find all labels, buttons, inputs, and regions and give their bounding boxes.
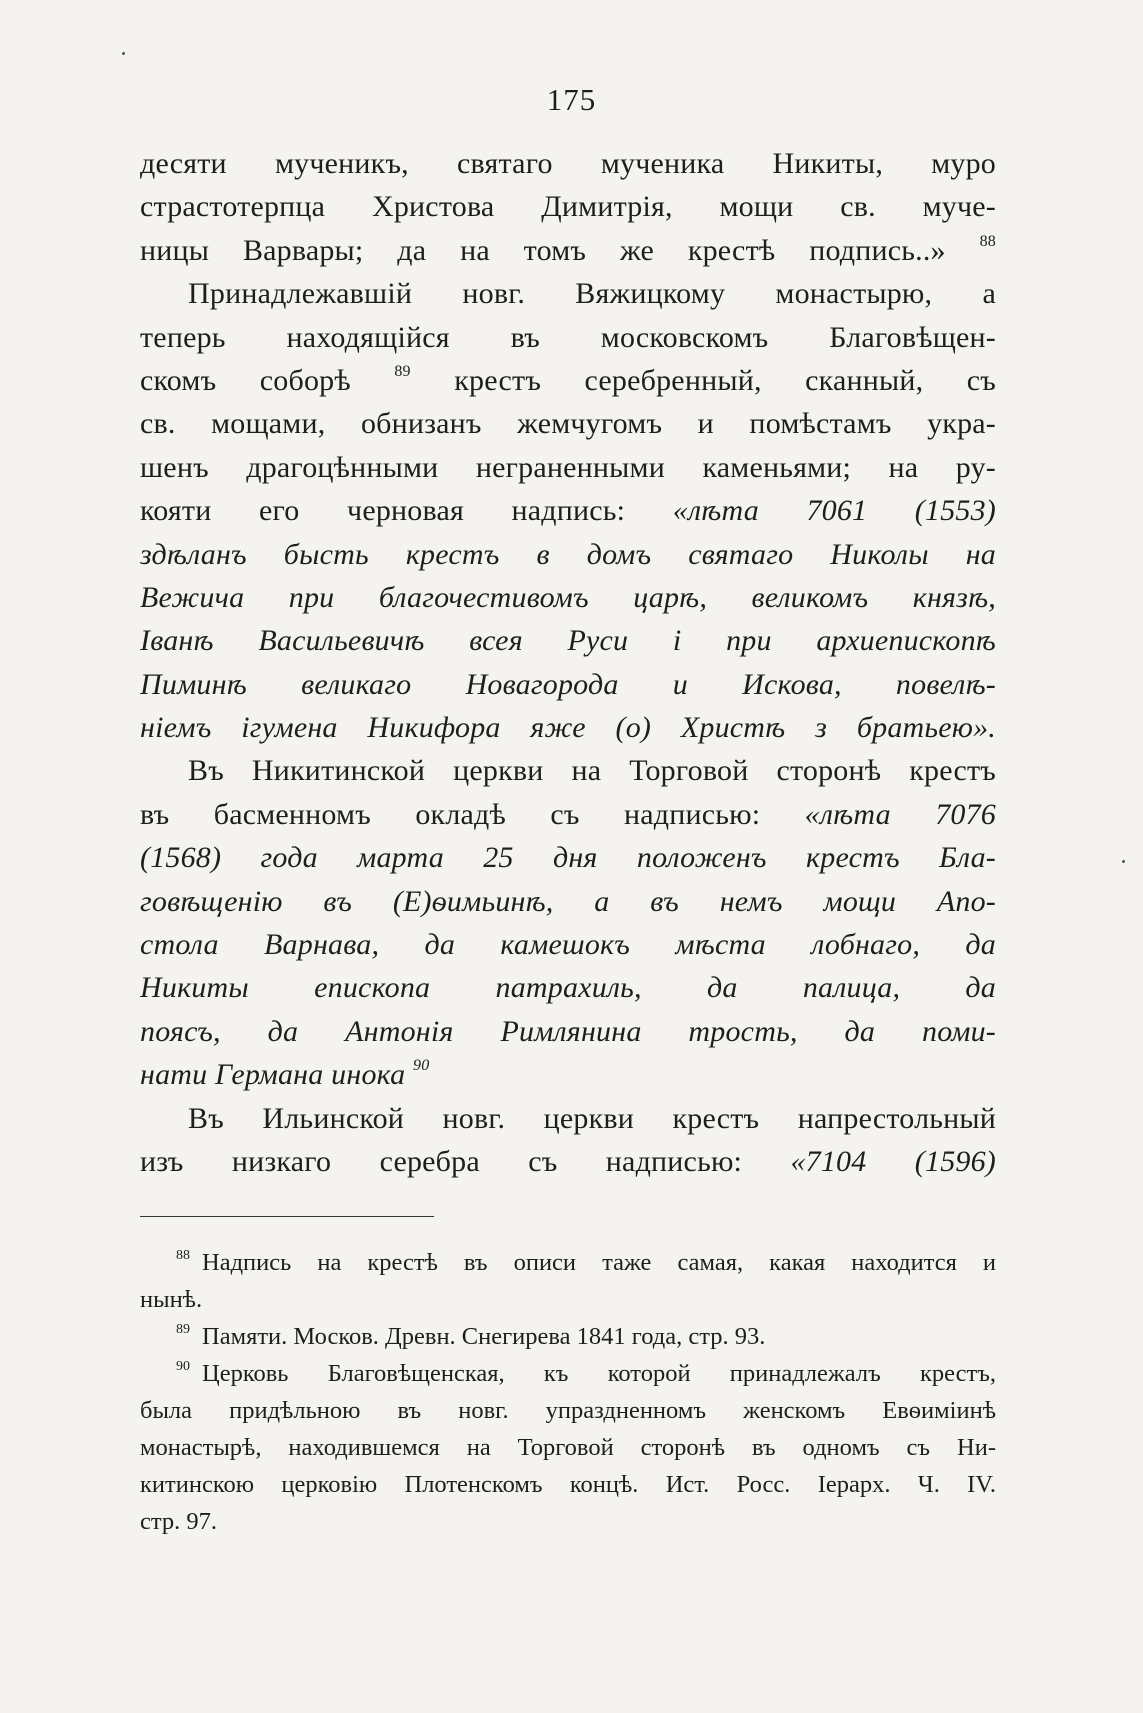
paragraph-start: Въ Ильинской новг. церкви крестъ напрестольный [188, 1101, 996, 1135]
text-line: десяти мученикъ, святаго мученика Никиты, муро [140, 147, 996, 180]
footnote-line: нынѣ. [140, 1286, 203, 1313]
inscription-line: Вежича при благочестивомъ царѣ, великомъ князѣ, [140, 580, 996, 614]
inscription-line: стола Варнава, да камешокъ мѣста лобнаго, да [140, 928, 996, 962]
footnote-ref[interactable]: 90 [413, 1057, 430, 1075]
inscription-quote: «7104 (1596) [790, 1144, 996, 1178]
inscription-line: поясъ, да Антонія Римлянина трость, да поми- [140, 1014, 996, 1048]
inscription-quote: «лѣта 7061 (1553) [672, 494, 996, 528]
footnote-line: китинскою церковію Плотенскомъ концѣ. Ист. Росс. Іерарх. Ч. IV. [140, 1471, 996, 1498]
footnote-line: была придѣльною въ новг. упраздненномъ женскомъ Евѳиміинѣ [140, 1397, 996, 1424]
paper-speck [122, 52, 125, 55]
main-text [140, 142, 996, 1183]
text-line: страстотерпца Христова Димитрія, мощи св. муче- [140, 190, 996, 224]
paragraph-start: Принадлежавшій новг. Вяжицкому монастырю, а [188, 277, 996, 311]
footnotes [140, 1244, 996, 1540]
inscription-line: нати Германа инока $^{90}$ [140, 1057, 430, 1092]
inscription-quote: «лѣта 7076 [804, 797, 996, 831]
inscription-line: здѣланъ бысть крестъ в домъ святаго Николы на [140, 537, 996, 571]
text-line: теперь находящійся въ московскомъ Благовѣщен- [140, 320, 996, 354]
text-line: въ басменномъ окладѣ съ надписью: «лѣта 7076 [140, 797, 996, 831]
inscription-line: Никиты епископа патрахиль, да палица, да [140, 971, 996, 1005]
footnote-90: $^{90}$ Церковь Благовѣщенская, къ которой принадлежалъ крестъ, [176, 1359, 996, 1387]
text-line: шенъ драгоцѣнными неграненными каменьями; на ру- [140, 450, 996, 484]
text-line: изъ низкаго серебра съ надписью: «7104 (1596) [140, 1144, 996, 1178]
text-line: скомъ соборѣ $^{89}$ крестъ серебренный, сканный, съ [140, 362, 996, 397]
footnote-ref[interactable]: 89 [394, 362, 411, 380]
page-number: 175 [546, 82, 597, 117]
inscription-line: (1568) года марта 25 дня положенъ крестъ Бла- [140, 841, 996, 875]
text-line: ницы Варвары; да на томъ же крестѣ подпись..» $^{88}$ [140, 232, 996, 267]
text-line: св. мощами, обнизанъ жемчугомъ и помѣстамъ укра- [140, 407, 996, 441]
paragraph-start: Въ Никитинской церкви на Торговой сторонѣ крестъ [188, 754, 996, 788]
inscription-line: ніемъ ігумена Никифора яже (о) Христѣ з братьею». [140, 711, 996, 745]
text-line: кояти его черновая надпись: «лѣта 7061 (1553) [140, 494, 996, 528]
footnote-separator [140, 1216, 434, 1217]
inscription-line: говѣщенію въ (Е)ѳимьинѣ, а въ немъ мощи Апо- [140, 884, 996, 918]
paper-speck [1122, 860, 1125, 863]
inscription-line: Іванѣ Васильевичѣ всея Руси і при архиепископѣ [140, 624, 996, 658]
footnote-line: стр. 97. [140, 1508, 218, 1535]
inscription-line: Пиминѣ великаго Новагорода и Искова, повелѣ- [140, 667, 996, 701]
footnote-89: $^{89}$ Памяти. Москов. Древн. Снегирева 1841 года, стр. 93. [176, 1322, 766, 1350]
footnote-88: $^{88}$ Надпись на крестѣ въ описи таже самая, какая находится и [176, 1248, 996, 1276]
footnote-line: монастырѣ, находившемся на Торговой сторонѣ въ одномъ съ Ни- [140, 1434, 996, 1461]
footnote-ref[interactable]: 88 [979, 232, 996, 250]
